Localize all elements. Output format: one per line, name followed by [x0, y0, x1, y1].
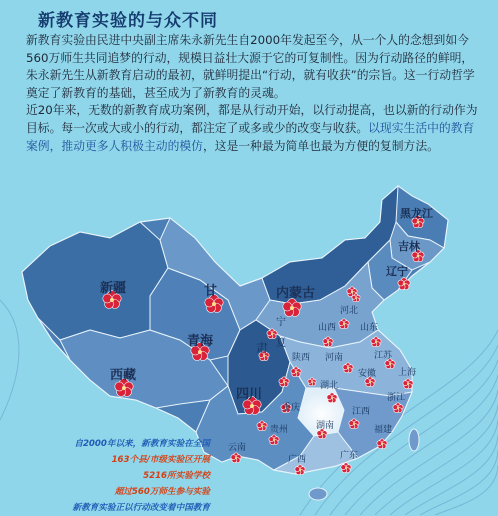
- label-xizang: 西藏: [110, 368, 137, 383]
- intro-p2-text: 近20年来，无数的新教育成功案例，都是从行动开始，以行动提高，也以新的行动作为目标。每一次或大或小的行动，都注定了或多或少的改变与收获。: [26, 103, 478, 135]
- label-shaanxi: 陕西: [292, 353, 311, 363]
- intro-p2-ending: ，这是一种最为简单也最为方便的复制方法。: [202, 138, 439, 153]
- stats-block: [14, 436, 210, 516]
- label-sichuan: 四川: [236, 387, 263, 402]
- label-zhejiang: 浙江: [387, 393, 406, 403]
- stat-line-5: 新教育实验正以行动改变着中国教育: [72, 503, 210, 513]
- stat-line-3: 5216所实验学校: [143, 471, 210, 481]
- label-liaoning: 辽宁: [386, 265, 408, 278]
- label-shandong: 山东: [360, 323, 379, 333]
- label-xinjiang: 新疆: [100, 281, 127, 296]
- label-jiangsu: 江苏: [374, 351, 393, 361]
- label-hunan: 湖南: [316, 421, 335, 431]
- intro-p2-highlight: 以现实生活中的教育案例，推动更多人积极主动的模仿: [26, 120, 475, 153]
- label-qinghai: 青海: [187, 334, 214, 349]
- label-jiangxi: 江西: [352, 407, 371, 417]
- label-guangdong: 广东: [340, 451, 359, 461]
- label-shanghai: 上海: [398, 368, 417, 378]
- label-su: 肃: [256, 341, 269, 355]
- label-gan: 甘: [204, 284, 218, 299]
- label-hebei: 河北: [340, 306, 359, 316]
- intro-text: [26, 32, 481, 155]
- label-yunnan: 云南: [228, 443, 247, 453]
- label-chongqing: 重庆: [282, 403, 301, 413]
- label-ning: 宁: [276, 317, 286, 328]
- label-anhui: 安徽: [358, 369, 377, 379]
- label-henan: 河南: [325, 353, 344, 363]
- taiwan-island: [409, 429, 419, 451]
- page-title: 新教育实验的与众不同: [38, 11, 218, 31]
- stat-line-2: 163个县/市级实验区开展: [111, 455, 210, 465]
- label-jilin: 吉林: [398, 240, 420, 253]
- intro-paragraph-2: [26, 102, 481, 155]
- label-shanxi: 山西: [318, 323, 337, 333]
- stat-line-4: 超过560万师生参与实验: [114, 487, 210, 497]
- intro-paragraph-1: 新教育实验由民进中央副主席朱永新先生自2000年发起至今，从一个人的念想到如今560万师生共同追梦的行动，规模日益壮大源于它的可复制性。因为行动路径的鲜明，朱永新先生从新教育启动的最初，就鲜明提出“行动，就有收获”的宗旨。这一行动哲学奠定了新教育的基础，甚至成为了新教育的灵魂。: [26, 33, 475, 100]
- label-fujian: 福建: [374, 425, 393, 435]
- label-guangxi: 广西: [288, 455, 307, 465]
- region-xinjiang: [22, 222, 168, 340]
- label-hubei: 湖北: [320, 381, 339, 391]
- hainan-island: [309, 488, 327, 500]
- stat-line-1: 自2000年以来，新教育实验在全国: [74, 439, 210, 449]
- label-xia: 夏: [276, 338, 286, 349]
- label-neimenggu: 内蒙古: [276, 286, 316, 301]
- label-guizhou: 贵州: [270, 425, 289, 435]
- label-heilongjiang: 黑龙江: [400, 207, 433, 220]
